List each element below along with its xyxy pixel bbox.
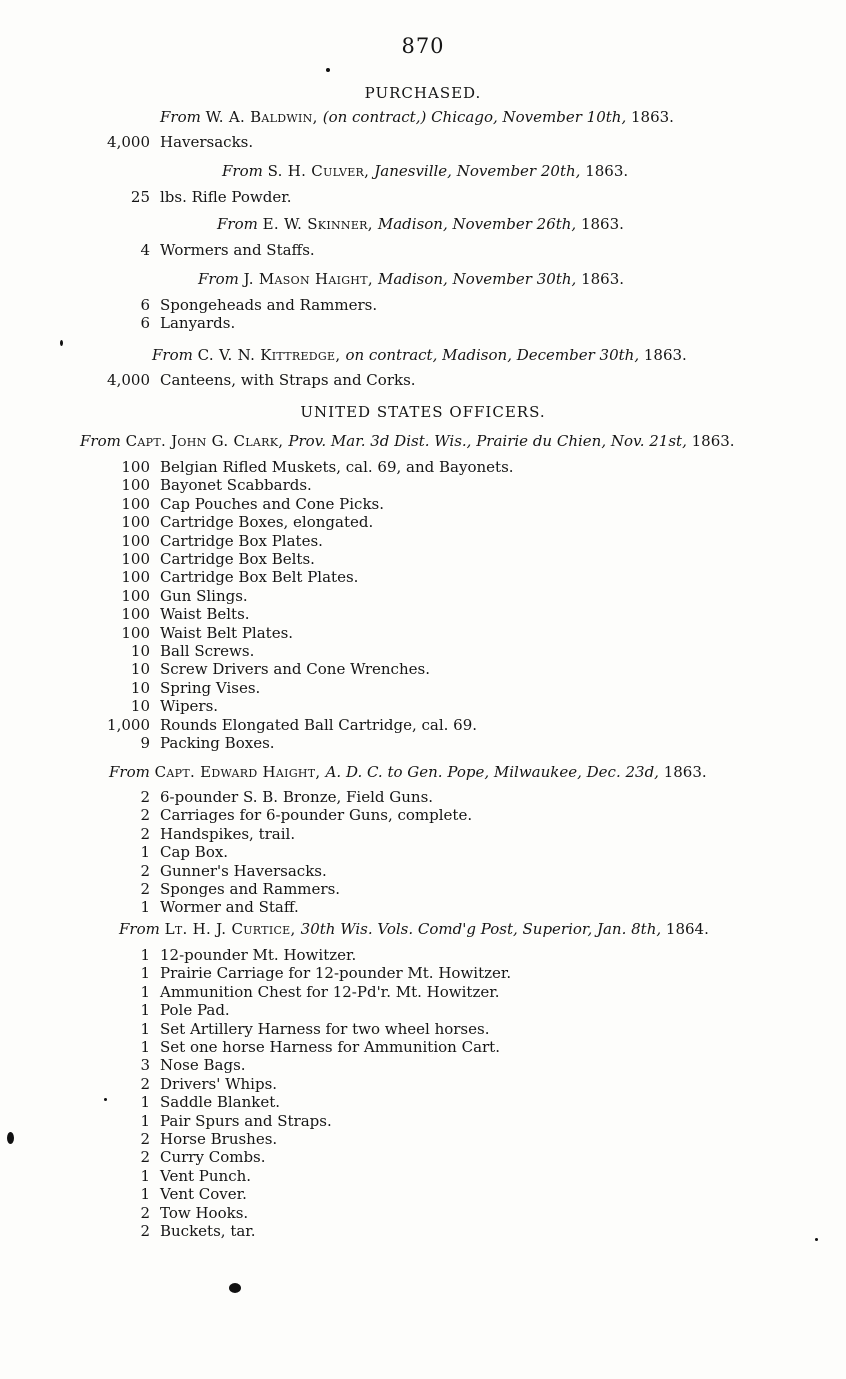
item-quantity: 1 (140, 1093, 150, 1112)
item-quantity: 2 (140, 861, 150, 880)
item-row (0, 983, 846, 1001)
item-quantity: 100 (121, 531, 150, 550)
item-quantity: 1 (140, 1185, 150, 1204)
source-year: 1863. (643, 346, 687, 364)
item-quantity: 1 (140, 898, 150, 917)
item-quantity: 2 (140, 1203, 150, 1222)
item-description: Cap Box. (160, 843, 229, 862)
source-line (152, 346, 687, 364)
item-row (0, 1093, 846, 1111)
source-prefix: From (222, 162, 268, 180)
item-quantity: 100 (121, 476, 150, 495)
source-name: Capt. John G. Clark, (125, 432, 289, 450)
source-detail: Prov. Mar. 3d Dist. Wis., Prairie du Chien, Nov. 21st, (288, 432, 692, 450)
item-row (0, 1204, 846, 1222)
section-heading: PURCHASED. (364, 84, 482, 102)
item-quantity: 1 (140, 964, 150, 983)
item-row (0, 296, 846, 314)
item-quantity: 100 (121, 605, 150, 624)
item-row (0, 1148, 846, 1166)
item-row (0, 532, 846, 550)
item-quantity: 2 (140, 806, 150, 825)
item-row (0, 371, 846, 389)
item-description: Cartridge Box Belts. (160, 550, 315, 568)
item-row (0, 605, 846, 623)
item-description: Pole Pad. (160, 1001, 230, 1020)
source-name: E. W. Skinner, (262, 215, 378, 233)
item-row (0, 964, 846, 982)
item-quantity: 10 (130, 697, 150, 716)
item-description: Gunner's Haversacks. (160, 861, 327, 880)
item-description: Sponges and Rammers. (160, 880, 341, 898)
item-row (0, 476, 846, 494)
item-quantity: 100 (121, 550, 150, 568)
source-detail: A. D. C. to Gen. Pope, Milwaukee, Dec. 23d, (325, 763, 664, 781)
source-prefix: From (109, 763, 155, 781)
source-year: 1863. (585, 162, 629, 180)
item-row (0, 1075, 846, 1093)
item-row (0, 716, 846, 734)
item-quantity: 1 (140, 1038, 150, 1056)
item-quantity: 1 (140, 1166, 150, 1185)
source-prefix: From (152, 346, 198, 364)
item-row (0, 568, 846, 586)
item-description: 6-pounder S. B. Bronze, Field Guns. (160, 788, 434, 806)
source-prefix: From (217, 215, 263, 233)
item-quantity: 6 (140, 314, 150, 333)
item-description: Belgian Rifled Muskets, cal. 69, and Bayonets. (160, 458, 514, 476)
item-description: Cartridge Boxes, elongated. (160, 513, 374, 532)
item-description: Waist Belt Plates. (160, 623, 294, 642)
item-quantity: 1 (140, 1111, 150, 1130)
item-quantity: 4,000 (107, 133, 150, 151)
item-row (0, 679, 846, 697)
source-name: Capt. Edward Haight, (154, 763, 326, 781)
source-prefix: From (160, 108, 206, 126)
item-quantity: 100 (121, 623, 150, 642)
item-row (0, 1185, 846, 1203)
source-name: W. A. Baldwin, (205, 108, 323, 126)
source-year: 1863. (663, 763, 707, 781)
item-description: Set Artillery Harness for two wheel horses. (160, 1019, 490, 1038)
item-description: Canteens, with Straps and Corks. (160, 371, 416, 389)
scan-speck (104, 1098, 107, 1101)
item-row (0, 946, 846, 964)
source-prefix: From (198, 270, 244, 288)
item-description: Spring Vises. (160, 678, 261, 697)
source-line (217, 215, 624, 233)
item-description: Vent Cover. (160, 1185, 247, 1204)
item-description: Bayonet Scabbards. (160, 476, 312, 495)
item-row (0, 642, 846, 660)
item-quantity: 10 (130, 660, 150, 679)
item-description: Buckets, tar. (160, 1222, 256, 1240)
item-quantity: 2 (140, 1148, 150, 1167)
item-description: Ball Screws. (160, 642, 255, 660)
item-description: Carriages for 6-pounder Guns, complete. (160, 806, 473, 825)
item-description: Cartridge Box Belt Plates. (160, 568, 359, 587)
item-quantity: 25 (130, 188, 150, 206)
source-name: Lt. H. J. Curtice, (164, 920, 301, 938)
item-row (0, 1020, 846, 1038)
source-detail: (on contract,) Chicago, November 10th, (322, 108, 631, 126)
item-quantity: 9 (140, 734, 150, 752)
item-row (0, 898, 846, 916)
item-description: Set one horse Harness for Ammunition Cart. (160, 1038, 500, 1056)
source-year: 1864. (665, 920, 709, 938)
item-row (0, 624, 846, 642)
item-quantity: 1,000 (107, 715, 150, 734)
source-line (160, 108, 674, 126)
item-quantity: 100 (121, 458, 150, 476)
source-name: S. H. Culver, (267, 162, 375, 180)
item-row (0, 495, 846, 513)
source-detail: Madison, November 30th, (377, 270, 582, 288)
item-description: Prairie Carriage for 12-pounder Mt. Howitzer. (160, 964, 512, 983)
item-description: lbs. Rifle Powder. (160, 188, 292, 206)
item-row (0, 1056, 846, 1074)
source-year: 1863. (691, 432, 735, 450)
source-year: 1863. (631, 108, 674, 126)
item-quantity: 4,000 (107, 371, 150, 389)
item-quantity: 4 (140, 241, 150, 259)
item-description: 12-pounder Mt. Howitzer. (160, 946, 357, 964)
item-quantity: 1 (140, 946, 150, 964)
item-quantity: 1 (140, 982, 150, 1001)
item-row (0, 660, 846, 678)
item-quantity: 1 (140, 1001, 150, 1020)
item-description: Wipers. (160, 697, 219, 716)
item-description: Horse Brushes. (160, 1130, 278, 1148)
item-description: Wormer and Staff. (160, 898, 299, 917)
item-description: Waist Belts. (160, 605, 250, 624)
item-row (0, 862, 846, 880)
item-row (0, 1038, 846, 1056)
page-number: 870 (401, 34, 445, 58)
item-row (0, 1222, 846, 1240)
source-name: J. Mason Haight, (243, 270, 378, 288)
source-line (109, 763, 707, 781)
scan-speck (229, 1283, 241, 1293)
item-description: Handspikes, trail. (160, 824, 296, 843)
item-quantity: 10 (130, 642, 150, 660)
item-row (0, 550, 846, 568)
item-description: Curry Combs. (160, 1148, 266, 1167)
item-row (0, 843, 846, 861)
scan-speck (326, 68, 330, 72)
item-quantity: 1 (140, 1019, 150, 1038)
item-quantity: 10 (130, 678, 150, 697)
item-quantity: 100 (121, 568, 150, 587)
item-description: Cartridge Box Plates. (160, 531, 323, 550)
item-quantity: 100 (121, 494, 150, 513)
item-row (0, 1130, 846, 1148)
item-quantity: 100 (121, 586, 150, 605)
item-description: Wormers and Staffs. (160, 241, 315, 259)
item-row (0, 241, 846, 259)
item-description: Haversacks. (160, 133, 254, 151)
item-row (0, 188, 846, 206)
item-description: Screw Drivers and Cone Wrenches. (160, 660, 430, 679)
item-quantity: 2 (140, 1130, 150, 1148)
source-line (222, 162, 628, 180)
item-row (0, 458, 846, 476)
source-detail: Madison, November 26th, (377, 215, 581, 233)
item-quantity: 2 (140, 1074, 150, 1093)
item-row (0, 1001, 846, 1019)
source-line (119, 920, 709, 938)
source-year: 1863. (581, 270, 625, 288)
item-description: Vent Punch. (160, 1166, 252, 1185)
item-row (0, 133, 846, 151)
item-quantity: 100 (121, 513, 150, 532)
scan-speck (60, 340, 63, 346)
item-description: Ammunition Chest for 12-Pd'r. Mt. Howitzer. (160, 982, 500, 1001)
item-description: Packing Boxes. (160, 734, 275, 752)
item-quantity: 2 (140, 788, 150, 806)
item-description: Saddle Blanket. (160, 1093, 281, 1112)
item-row (0, 1112, 846, 1130)
item-row (0, 587, 846, 605)
item-row (0, 697, 846, 715)
item-quantity: 1 (140, 843, 150, 862)
item-row (0, 1167, 846, 1185)
item-quantity: 3 (140, 1056, 150, 1075)
source-detail: Janesville, November 20th, (374, 162, 586, 180)
source-detail: on contract, Madison, December 30th, (345, 346, 644, 364)
item-quantity: 2 (140, 1222, 150, 1240)
source-line (198, 270, 624, 288)
item-description: Cap Pouches and Cone Picks. (160, 494, 385, 513)
source-prefix: From (119, 920, 165, 938)
item-description: Nose Bags. (160, 1056, 246, 1075)
item-row (0, 806, 846, 824)
item-description: Pair Spurs and Straps. (160, 1111, 332, 1130)
scan-speck (815, 1238, 818, 1241)
item-row (0, 314, 846, 332)
item-description: Rounds Elongated Ball Cartridge, cal. 69. (160, 715, 478, 734)
item-quantity: 2 (140, 880, 150, 898)
item-description: Tow Hooks. (160, 1203, 249, 1222)
section-heading: UNITED STATES OFFICERS. (300, 403, 546, 421)
source-detail: 30th Wis. Vols. Comd'g Post, Superior, Jan. 8th, (300, 920, 666, 938)
item-description: Lanyards. (160, 314, 236, 333)
scan-speck (7, 1132, 14, 1144)
item-description: Spongeheads and Rammers. (160, 296, 378, 314)
item-row (0, 825, 846, 843)
source-prefix: From (80, 432, 126, 450)
item-quantity: 6 (140, 296, 150, 314)
item-quantity: 2 (140, 824, 150, 843)
item-row (0, 880, 846, 898)
item-description: Gun Slings. (160, 586, 248, 605)
source-line (80, 432, 735, 450)
source-name: C. V. N. Kittredge, (197, 346, 346, 364)
item-row (0, 788, 846, 806)
item-description: Drivers' Whips. (160, 1074, 278, 1093)
source-year: 1863. (580, 215, 624, 233)
item-row (0, 734, 846, 752)
item-row (0, 513, 846, 531)
